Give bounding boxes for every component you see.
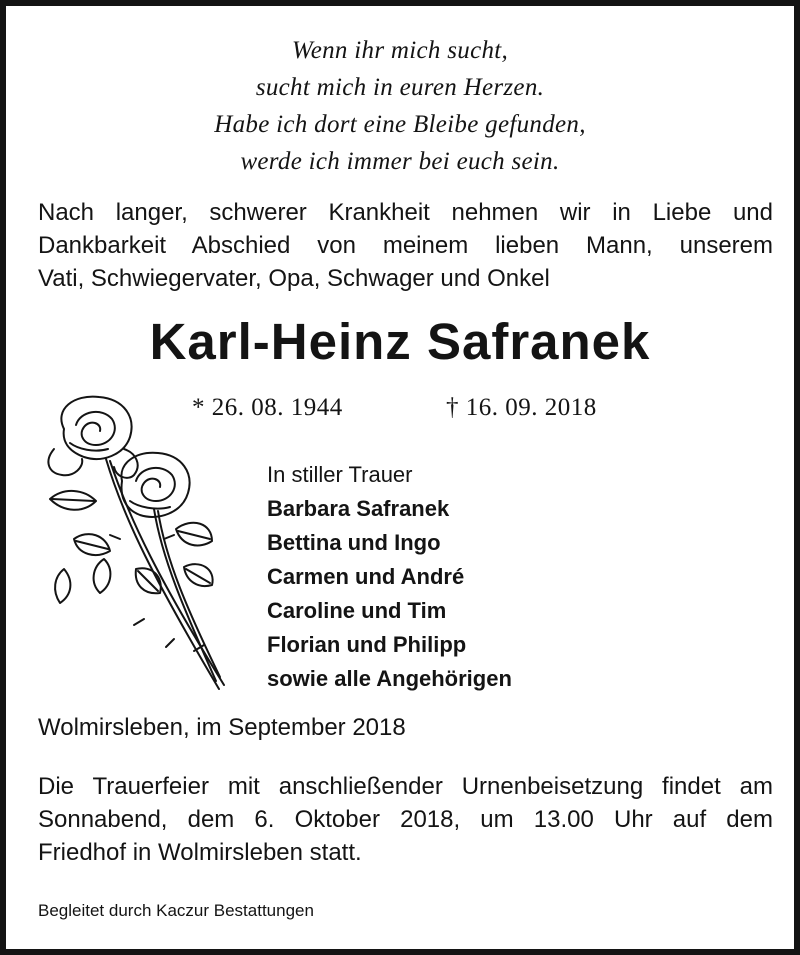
funeral-line: Friedhof in Wolmirsleben statt. [38,839,362,866]
death-date: † 16. 09. 2018 [446,394,597,421]
announcement-line: Nach langer, schwerer Krankheit nehmen wir in Liebe und [38,199,773,226]
funeral-line: Sonnabend, dem 6. Oktober 2018, um 13.00 Uhr auf dem [38,806,773,833]
mourner-name: Florian und Philipp [267,632,467,657]
mourner-name: Barbara Safranek [267,496,450,521]
poem-line: Wenn ihr mich sucht, [291,37,509,64]
deceased-name: Karl-Heinz Safranek [149,313,651,370]
funeral-details [38,770,773,869]
announcement-line: Vati, Schwiegervater, Opa, Schwager und Onkel [38,265,550,292]
memorial-poem [6,32,794,180]
mourner-name: Bettina und Ingo [267,530,441,555]
funeral-line: Die Trauerfeier mit anschließender Urnenbeisetzung findet am [38,773,773,800]
mourner-name: Carmen und André [267,564,465,589]
announcement-line: Dankbarkeit Abschied von meinem lieben Mann, unserem [38,232,773,259]
place-and-date: Wolmirsleben, im September 2018 [38,714,406,741]
poem-line: sucht mich in euren Herzen. [255,74,545,101]
mourner-name: sowie alle Angehörigen [267,666,512,691]
poem-line: werde ich immer bei euch sein. [240,148,560,175]
rose-illustration-icon [44,389,229,699]
funeral-home-credit: Begleitet durch Kaczur Bestattungen [38,901,314,920]
mourner-name: Caroline und Tim [267,598,447,623]
announcement-text [38,196,773,295]
mourners-label: In stiller Trauer [267,462,413,487]
poem-line: Habe ich dort eine Bleibe gefunden, [214,111,586,138]
birth-date: * 26. 08. 1944 [192,394,343,421]
mourners-list [267,458,512,696]
